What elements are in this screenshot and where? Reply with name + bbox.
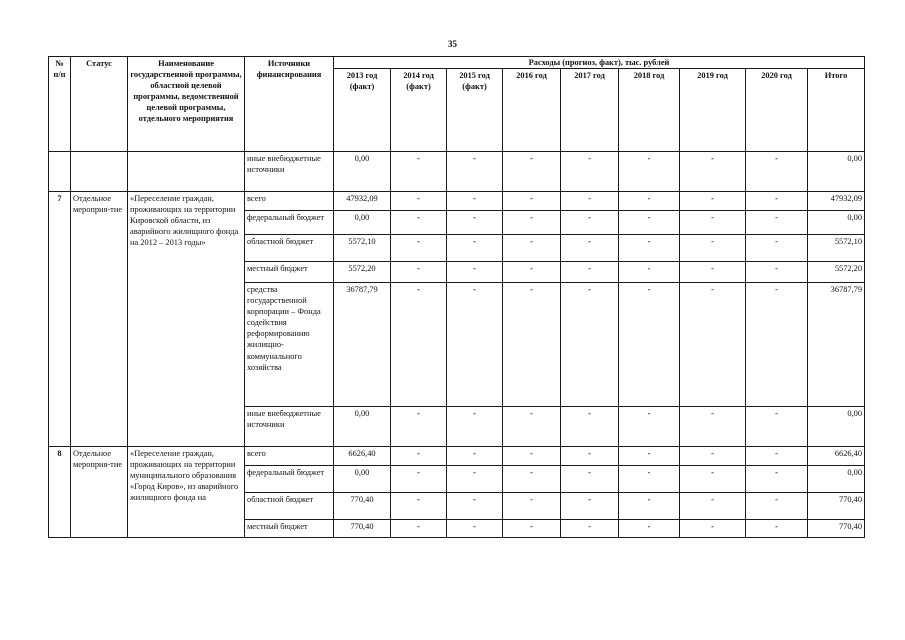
value-total: 6626,40 bbox=[808, 447, 865, 466]
header-year-7: 2020 год bbox=[746, 69, 808, 152]
empty-value-dash: - bbox=[561, 520, 619, 538]
empty-value-dash: - bbox=[680, 466, 746, 493]
value-total: 47932,09 bbox=[808, 192, 865, 211]
value-2013: 0,00 bbox=[334, 152, 391, 192]
empty-value-dash: - bbox=[561, 262, 619, 283]
table-row bbox=[49, 152, 865, 192]
empty-value-dash: - bbox=[746, 235, 808, 262]
empty-value-dash: - bbox=[680, 235, 746, 262]
empty-value-dash: - bbox=[447, 283, 503, 407]
header-year-4: 2017 год bbox=[561, 69, 619, 152]
empty-value-dash: - bbox=[447, 407, 503, 447]
funding-source: федеральный бюджет bbox=[245, 466, 334, 493]
empty-value-dash: - bbox=[561, 152, 619, 192]
empty-value-dash: - bbox=[746, 520, 808, 538]
funding-source: иные внебюджетные источники bbox=[245, 407, 334, 447]
empty-value-dash: - bbox=[503, 262, 561, 283]
row-status: Отдельное мероприя-тие bbox=[71, 192, 128, 447]
empty-value-dash: - bbox=[391, 407, 447, 447]
empty-value-dash: - bbox=[391, 447, 447, 466]
value-2013: 0,00 bbox=[334, 407, 391, 447]
value-2013: 0,00 bbox=[334, 466, 391, 493]
value-2013: 5572,20 bbox=[334, 262, 391, 283]
funding-source: областной бюджет bbox=[245, 235, 334, 262]
header-expenses: Расходы (прогноз, факт), тыс. рублей bbox=[334, 57, 865, 69]
empty-value-dash: - bbox=[503, 407, 561, 447]
value-total: 5572,10 bbox=[808, 235, 865, 262]
empty-value-dash: - bbox=[447, 493, 503, 520]
header-name: Наименование государственной программы, областной целевой программы, ведомственной целевой программы, отдельного мероприятия bbox=[128, 57, 245, 152]
empty-value-dash: - bbox=[391, 262, 447, 283]
empty-value-dash: - bbox=[746, 447, 808, 466]
value-total: 0,00 bbox=[808, 152, 865, 192]
value-total: 36787,79 bbox=[808, 283, 865, 407]
empty-value-dash: - bbox=[447, 235, 503, 262]
empty-value-dash: - bbox=[619, 262, 680, 283]
empty-value-dash: - bbox=[680, 447, 746, 466]
empty-value-dash: - bbox=[503, 520, 561, 538]
value-2013: 5572,10 bbox=[334, 235, 391, 262]
empty-value-dash: - bbox=[391, 192, 447, 211]
empty-value-dash: - bbox=[391, 211, 447, 235]
empty-value-dash: - bbox=[503, 466, 561, 493]
empty-value-dash: - bbox=[561, 447, 619, 466]
empty-value-dash: - bbox=[503, 211, 561, 235]
empty-value-dash: - bbox=[619, 152, 680, 192]
empty-value-dash: - bbox=[680, 493, 746, 520]
value-total: 0,00 bbox=[808, 211, 865, 235]
empty-value-dash: - bbox=[503, 192, 561, 211]
table-row bbox=[49, 447, 865, 466]
funding-source: иные внебюджетные источники bbox=[245, 152, 334, 192]
empty-value-dash: - bbox=[561, 493, 619, 520]
row-status bbox=[71, 152, 128, 192]
empty-value-dash: - bbox=[746, 466, 808, 493]
value-2013: 6626,40 bbox=[334, 447, 391, 466]
empty-value-dash: - bbox=[391, 493, 447, 520]
empty-value-dash: - bbox=[746, 283, 808, 407]
funding-source: средства государственной корпорации – Фонда содействия реформированию жилищно-коммунального хозяйства bbox=[245, 283, 334, 407]
empty-value-dash: - bbox=[447, 447, 503, 466]
value-total: 5572,20 bbox=[808, 262, 865, 283]
empty-value-dash: - bbox=[447, 262, 503, 283]
funding-source: всего bbox=[245, 447, 334, 466]
empty-value-dash: - bbox=[619, 520, 680, 538]
header-year-5: 2018 год bbox=[619, 69, 680, 152]
row-number: 7 bbox=[49, 192, 71, 447]
header-year-0: 2013 год (факт) bbox=[334, 69, 391, 152]
header-year-8: Итого bbox=[808, 69, 865, 152]
row-status: Отдельное мероприя-тие bbox=[71, 447, 128, 538]
header-status: Статус bbox=[71, 57, 128, 152]
empty-value-dash: - bbox=[561, 283, 619, 407]
empty-value-dash: - bbox=[680, 407, 746, 447]
empty-value-dash: - bbox=[619, 493, 680, 520]
empty-value-dash: - bbox=[391, 283, 447, 407]
empty-value-dash: - bbox=[680, 283, 746, 407]
value-2013: 770,40 bbox=[334, 493, 391, 520]
empty-value-dash: - bbox=[619, 192, 680, 211]
empty-value-dash: - bbox=[619, 235, 680, 262]
row-program-name: «Переселение граждан, проживающих на территории муниципального образования «Город Киров», из аварийного жилищного фонда на bbox=[128, 447, 245, 538]
empty-value-dash: - bbox=[503, 447, 561, 466]
empty-value-dash: - bbox=[503, 493, 561, 520]
funding-source: областной бюджет bbox=[245, 493, 334, 520]
value-total: 0,00 bbox=[808, 407, 865, 447]
empty-value-dash: - bbox=[561, 466, 619, 493]
empty-value-dash: - bbox=[619, 211, 680, 235]
empty-value-dash: - bbox=[391, 152, 447, 192]
empty-value-dash: - bbox=[447, 152, 503, 192]
funding-source: местный бюджет bbox=[245, 262, 334, 283]
value-2013: 0,00 bbox=[334, 211, 391, 235]
empty-value-dash: - bbox=[746, 211, 808, 235]
empty-value-dash: - bbox=[746, 493, 808, 520]
empty-value-dash: - bbox=[746, 152, 808, 192]
value-2013: 36787,79 bbox=[334, 283, 391, 407]
empty-value-dash: - bbox=[391, 235, 447, 262]
header-year-3: 2016 год bbox=[503, 69, 561, 152]
empty-value-dash: - bbox=[561, 211, 619, 235]
empty-value-dash: - bbox=[619, 447, 680, 466]
empty-value-dash: - bbox=[680, 211, 746, 235]
empty-value-dash: - bbox=[680, 152, 746, 192]
empty-value-dash: - bbox=[680, 520, 746, 538]
table-row bbox=[49, 192, 865, 211]
header-sources: Источники финансирования bbox=[245, 57, 334, 152]
value-total: 770,40 bbox=[808, 493, 865, 520]
empty-value-dash: - bbox=[391, 520, 447, 538]
empty-value-dash: - bbox=[561, 192, 619, 211]
funding-source: всего bbox=[245, 192, 334, 211]
empty-value-dash: - bbox=[447, 192, 503, 211]
empty-value-dash: - bbox=[503, 235, 561, 262]
empty-value-dash: - bbox=[746, 192, 808, 211]
empty-value-dash: - bbox=[561, 407, 619, 447]
empty-value-dash: - bbox=[447, 520, 503, 538]
row-program-name: «Переселение граждан, проживающих на территории Кировской области, из аварийного жилищного фонда на 2012 – 2013 годы» bbox=[128, 192, 245, 447]
header-row-1 bbox=[49, 57, 865, 69]
empty-value-dash: - bbox=[447, 211, 503, 235]
header-year-6: 2019 год bbox=[680, 69, 746, 152]
empty-value-dash: - bbox=[447, 466, 503, 493]
empty-value-dash: - bbox=[746, 262, 808, 283]
empty-value-dash: - bbox=[391, 466, 447, 493]
page-number: 35 bbox=[448, 39, 457, 49]
header-year-2: 2015 год (факт) bbox=[447, 69, 503, 152]
empty-value-dash: - bbox=[746, 407, 808, 447]
funding-source: федеральный бюджет bbox=[245, 211, 334, 235]
value-2013: 770,40 bbox=[334, 520, 391, 538]
funding-source: местный бюджет bbox=[245, 520, 334, 538]
empty-value-dash: - bbox=[619, 407, 680, 447]
empty-value-dash: - bbox=[619, 466, 680, 493]
value-total: 0,00 bbox=[808, 466, 865, 493]
empty-value-dash: - bbox=[680, 192, 746, 211]
empty-value-dash: - bbox=[503, 283, 561, 407]
empty-value-dash: - bbox=[619, 283, 680, 407]
empty-value-dash: - bbox=[680, 262, 746, 283]
budget-table bbox=[48, 56, 865, 538]
row-number bbox=[49, 152, 71, 192]
value-total: 770,40 bbox=[808, 520, 865, 538]
header-num: № п/п bbox=[49, 57, 71, 152]
header-year-1: 2014 год (факт) bbox=[391, 69, 447, 152]
empty-value-dash: - bbox=[503, 152, 561, 192]
empty-value-dash: - bbox=[561, 235, 619, 262]
row-number: 8 bbox=[49, 447, 71, 538]
row-program-name bbox=[128, 152, 245, 192]
value-2013: 47932,09 bbox=[334, 192, 391, 211]
